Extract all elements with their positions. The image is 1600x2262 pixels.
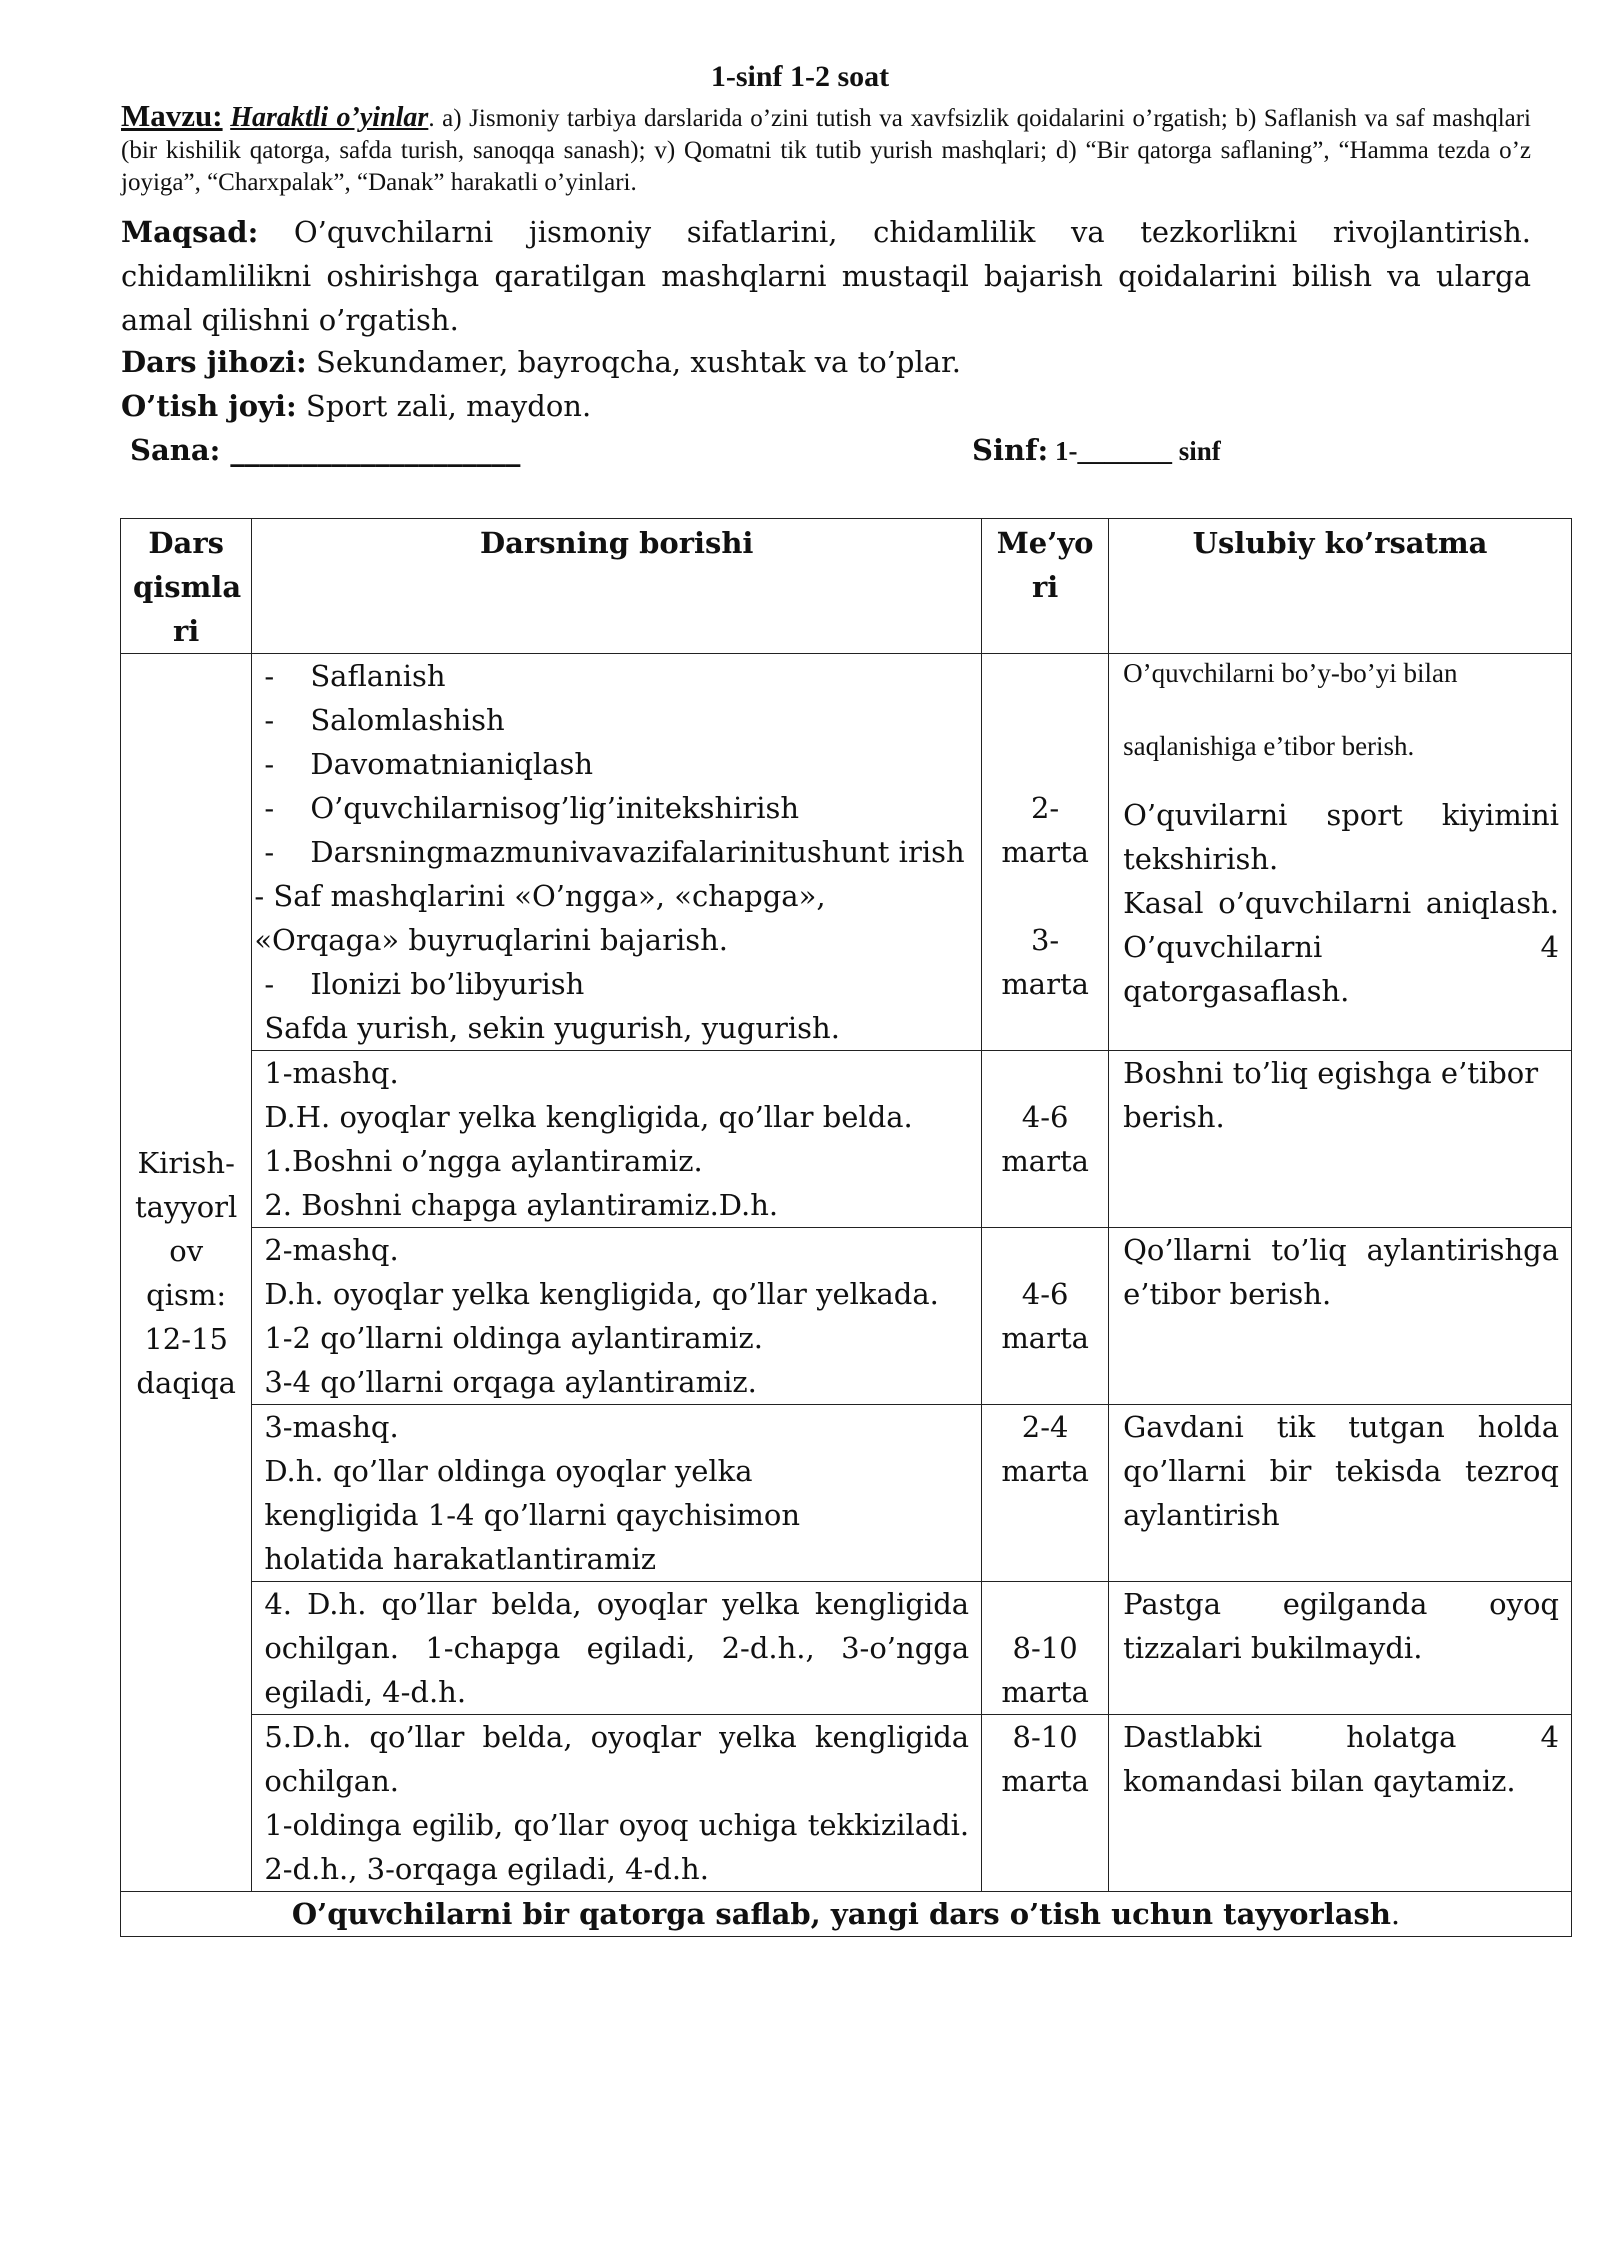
list-item: - Ilonizi bo’libyurish	[264, 967, 585, 1001]
header-norm	[982, 519, 1109, 654]
list-item: Safda yurish, sekin yugurish, yugurish.	[264, 1011, 840, 1045]
header-parts	[121, 519, 252, 654]
table-row	[121, 1228, 1572, 1405]
date-label: Sana:	[130, 433, 221, 467]
list-item: - Saflanish	[264, 659, 446, 693]
section-label-line: ov	[169, 1233, 204, 1268]
norm-text: 2-	[1030, 791, 1060, 825]
section-label-line: tayyorl	[135, 1189, 238, 1224]
norm-cell	[982, 654, 1109, 1051]
norm-cell	[982, 1228, 1109, 1405]
progress-cell	[252, 654, 982, 1051]
topic-name: Haraktli o’yinlar	[230, 102, 429, 133]
header-parts-line: Dars	[148, 526, 224, 560]
page-title: 1-sinf 1-2 soat	[710, 60, 890, 93]
guidance-cell: Pastga egilganda oyoq tizzalari bukilmaydi.	[1109, 1582, 1572, 1715]
list-item: - Davomatnianiqlash	[264, 747, 594, 781]
exercise-line: D.h. qo’llar oldinga oyoqlar yelka kengligida 1-4 qo’llarni qaychisimon holatida harakatlantiramiz	[264, 1454, 801, 1576]
norm-cell	[982, 1405, 1109, 1582]
table-row	[121, 1582, 1572, 1715]
norm-cell	[982, 1715, 1109, 1892]
exercise-line: 2. Boshni chapga aylantiramiz.D.h.	[264, 1188, 779, 1222]
norm-spacer	[994, 874, 1096, 918]
norm-cell	[982, 1051, 1109, 1228]
guidance-text: Kasal o’quvchilarni aniqlash.	[1123, 886, 1559, 920]
norm-text: 8-10	[1012, 1720, 1078, 1754]
goal-paragraph	[121, 210, 1531, 342]
guidance-cell: Dastlabki holatga 4 komandasi bilan qaytamiz.	[1109, 1715, 1572, 1892]
header-norm-line: Me’yo	[996, 526, 1094, 560]
norm-text: marta	[1001, 967, 1089, 1001]
location-line	[121, 384, 1531, 428]
norm-text: 8-10	[1012, 1631, 1078, 1665]
progress-cell: 4. D.h. qo’llar belda, oyoqlar yelka kengligida ochilgan. 1-chapga egiladi, 2-d.h., 3-o’ngga egiladi, 4-d.h.	[252, 1582, 982, 1715]
equipment-label: Dars jihozi:	[121, 345, 307, 379]
topic-paragraph	[121, 100, 1531, 199]
exercise-line: 1-2 qo’llarni oldinga aylantiramiz.	[264, 1321, 763, 1355]
exercise-line: 1.Boshni o’ngga aylantiramiz.	[264, 1144, 703, 1178]
section-label-line: 12-15	[144, 1321, 228, 1356]
list-item: - Saf mashqlarini «O’ngga», «chapga», «Orqaga» buyruqlarini bajarish.	[254, 879, 826, 957]
table-row	[121, 1715, 1572, 1892]
class-line	[972, 428, 1221, 473]
norm-text: marta	[1001, 1675, 1089, 1709]
table-row	[121, 1051, 1572, 1228]
norm-text: marta	[1001, 835, 1089, 869]
class-label: Sinf:	[972, 433, 1049, 467]
exercise-line: 5.D.h. qo’llar belda, oyoqlar yelka kengligida ochilgan.	[264, 1720, 970, 1798]
goal-label: Maqsad:	[121, 215, 259, 249]
list-item: - Salomlashish	[264, 703, 505, 737]
date-blank: ____________________	[220, 433, 521, 467]
topic-text: . a) Jismoniy tarbiya darslarida o’zini tutish va xavfsizlik qoidalarini o’rgatish; b) Saflanish va saf mashqlari (bir kishilik qatorga, safda turish, sanoqqa sanash); v) Qomatni tik tutib yurish mashqlari; d) “Bir qatorga saflaning”, “Hamma tezda o’z joyiga”, “Charxpalak”, “Danak” harakatli o’yinlari.	[121, 105, 1532, 196]
norm-text: marta	[1001, 1454, 1089, 1488]
footer-text: O’quvchilarni bir qatorga saflab, yangi dars o’tish uchun tayyorlash	[291, 1897, 1391, 1931]
exercise-line: 3-mashq.	[264, 1410, 399, 1444]
table-row	[121, 654, 1572, 1051]
progress-cell	[252, 1405, 982, 1582]
exercise-line: 1-oldinga egilib, qo’llar oyoq uchiga tekkiziladi. 2-d.h., 3-orqaga egiladi, 4-d.h.	[264, 1808, 970, 1886]
header-parts-line: ri	[173, 614, 200, 648]
exercise-line: 2-mashq.	[264, 1233, 399, 1267]
guidance-text: O’quvchilarni 4 qatorgasaflash.	[1123, 930, 1559, 1008]
norm-cell	[982, 1582, 1109, 1715]
norm-text: marta	[1001, 1764, 1089, 1798]
section-label-line: qism:	[146, 1277, 227, 1312]
table-row	[121, 1405, 1572, 1582]
table-footer-row	[121, 1892, 1572, 1937]
goal-text: O’quvchilarni jismoniy sifatlarini, chidamlilik va tezkorlikni rivojlantirish. chidamlilikni oshirishga qaratilgan mashqlarni mustaqil bajarish qoidalarini bilish va ularga amal qilishni o’rgatish.	[121, 215, 1531, 337]
list-item: - Darsningmazmunivavazifalarinitushunt irish	[264, 835, 965, 869]
section-label-line: daqiqa	[136, 1365, 236, 1400]
guidance-text: O’quvchilarni bo’y-bo’yi bilan	[1123, 658, 1458, 688]
exercise-line: D.H. oyoqlar yelka kengligida, qo’llar belda.	[264, 1100, 913, 1134]
section-label-line: Kirish-	[137, 1145, 235, 1180]
progress-cell	[252, 1228, 982, 1405]
footer-period: .	[1390, 1897, 1401, 1931]
section-label-cell	[121, 654, 252, 1892]
header-parts-line: qismla	[133, 570, 242, 604]
norm-text: 2-4	[1021, 1410, 1069, 1444]
progress-cell	[252, 1715, 982, 1892]
class-value: 1-_______ sinf	[1048, 436, 1221, 466]
norm-text: 3-	[1030, 923, 1060, 957]
guidance-cell	[1109, 654, 1572, 1051]
exercise-line: 3-4 qo’llarni orqaga aylantiramiz.	[264, 1365, 757, 1399]
norm-text: 4-6	[1021, 1100, 1069, 1134]
date-line	[130, 428, 1540, 472]
header-guidance: Uslubiy ko’rsatma	[1109, 519, 1572, 654]
guidance-text: saqlanishiga e’tibor berish.	[1123, 731, 1415, 761]
norm-text: 4-6	[1021, 1277, 1069, 1311]
exercise-line: D.h. oyoqlar yelka kengligida, qo’llar yelkada.	[264, 1277, 939, 1311]
location-text: Sport zali, maydon.	[296, 389, 592, 423]
guidance-cell: Gavdani tik tutgan holda qo’llarni bir tekisda tezroq aylantirish	[1109, 1405, 1572, 1582]
lesson-table	[120, 518, 1572, 1937]
guidance-cell: Boshni to’liq egishga e’tibor berish.	[1109, 1051, 1572, 1228]
guidance-cell: Qo’llarni to’liq aylantirishga e’tibor berish.	[1109, 1228, 1572, 1405]
table-header-row	[121, 519, 1572, 654]
equipment-line	[121, 340, 1531, 384]
location-label: O’tish joyi:	[121, 389, 297, 423]
guidance-text: O’quvilarni sport kiyimini tekshirish.	[1123, 798, 1559, 876]
equipment-text: Sekundamer, bayroqcha, xushtak va to’plar.	[306, 345, 961, 379]
footer-cell	[121, 1892, 1572, 1937]
list-item: - O’quvchilarnisog’lig’initekshirish	[264, 791, 800, 825]
header-norm-line: ri	[1031, 570, 1059, 604]
header-progress: Darsning borishi	[252, 519, 982, 654]
norm-text: marta	[1001, 1144, 1089, 1178]
topic-label: Mavzu:	[121, 98, 223, 133]
norm-text: marta	[1001, 1321, 1089, 1355]
progress-cell	[252, 1051, 982, 1228]
exercise-line: 1-mashq.	[264, 1056, 399, 1090]
